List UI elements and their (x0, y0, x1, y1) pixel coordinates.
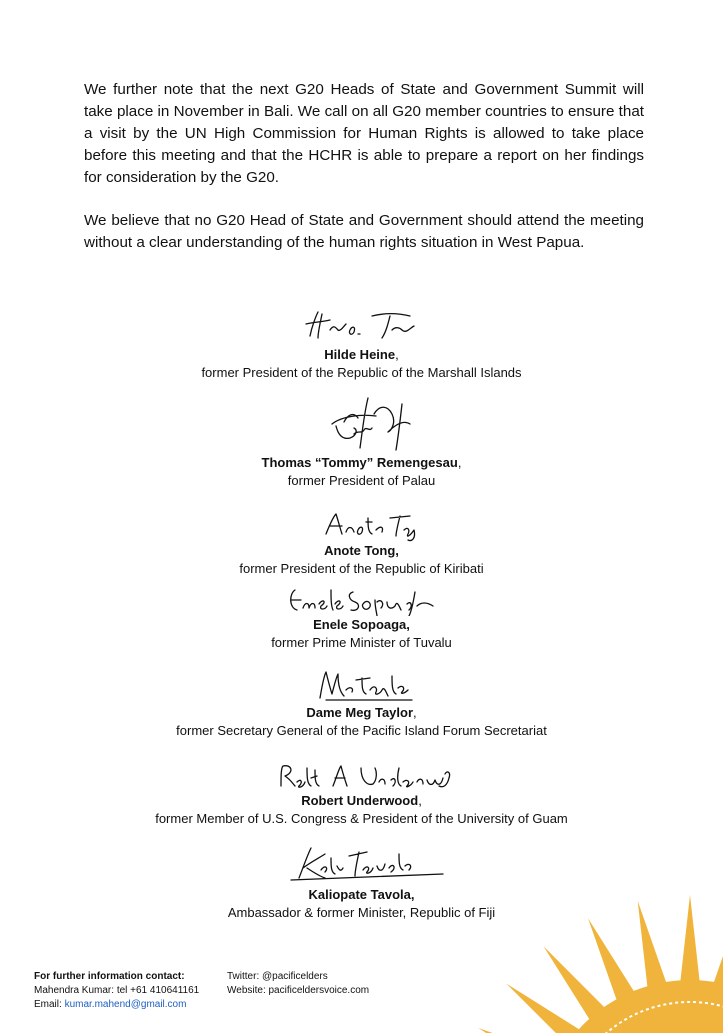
signatory-title: former President of Palau (287, 473, 436, 488)
signature-enele-sopoaga (277, 584, 447, 616)
sun-ray (478, 1028, 564, 1033)
signatory-name-text: Robert Underwood (301, 793, 419, 808)
signatory-name-suffix: , (418, 793, 422, 808)
signatory-name-text: Anote Tong, (324, 543, 399, 558)
signature-robert-underwood (267, 760, 457, 792)
signatory-name (0, 886, 723, 904)
footer-contact (34, 970, 199, 1012)
email-link[interactable]: kumar.mahend@gmail.com (64, 999, 187, 1010)
contact-email-row (34, 998, 199, 1012)
signatory-title: former President of the Republic of Kiribati (239, 561, 484, 576)
signatory-enele-sopoaga (0, 584, 723, 652)
signatory-name-text: Dame Meg Taylor (306, 705, 414, 720)
signatory-title: former Member of U.S. Congress & President of the University of Guam (155, 811, 568, 826)
signature-anote-tong (292, 508, 432, 542)
signatory-name-suffix: , (413, 705, 417, 720)
contact-phone: Mahendra Kumar: tel +61 410641161 (34, 985, 200, 996)
signature-meg-taylor (292, 666, 432, 704)
email-label: Email: (34, 999, 62, 1010)
signatory-name-suffix: , (457, 455, 462, 470)
signature-kaliopate-tavola (267, 840, 457, 886)
signatory-title: Ambassador & former Minister, Republic of Fiji (227, 905, 496, 920)
signature-tommy-remengesau (292, 394, 432, 454)
contact-heading: For further information contact: (34, 971, 185, 982)
signatory-name (0, 542, 723, 560)
body-paragraph-2: We believe that no G20 Head of State and Government should attend the meeting without a clear understanding of the human rights situation in West Papua. (84, 212, 644, 251)
signatory-name-text: Kaliopate Tavola, (308, 887, 415, 902)
signatory-name (0, 616, 723, 634)
signatory-name (0, 454, 723, 472)
signatory-anote-tong (0, 508, 723, 578)
signatory-name-suffix: , (395, 347, 399, 362)
signatory-title: former President of the Republic of the Marshall Islands (201, 365, 522, 380)
signatory-name (0, 704, 723, 722)
sun-ray (544, 946, 608, 1023)
signatory-kaliopate-tavola (0, 840, 723, 922)
signatory-name-text: Thomas “Tommy” Remengesau (261, 455, 458, 470)
signatory-name (0, 792, 723, 810)
signatory-title: former Secretary General of the Pacific Island Forum Secretariat (176, 723, 547, 738)
sun-ray (588, 918, 636, 1004)
signatory-title: former Prime Minister of Tuvalu (271, 635, 452, 650)
signatory-name (0, 346, 723, 364)
signatory-name-text: Hilde Heine (324, 347, 396, 362)
signatory-meg-taylor (0, 666, 723, 740)
signatory-robert-underwood (0, 760, 723, 828)
body-paragraph-1: We further note that the next G20 Heads of State and Government Summit will take place in November in Bali. We call on all G20 member countries to ensure that a visit by the UN High Commission for Human Rights is allowed to take place before this meeting and that the HCHR is able to prepare a report on her findings for consideration by the G20. (84, 81, 644, 186)
signatory-name-text: Enele Sopoaga, (313, 617, 410, 632)
twitter-handle[interactable]: Twitter: @pacificelders (227, 971, 328, 982)
website-link[interactable]: Website: pacificeldersvoice.com (227, 985, 370, 996)
footer-social (227, 970, 369, 998)
signatory-hilde-heine (0, 306, 723, 382)
signature-hilde-heine (292, 306, 432, 346)
signatory-tommy-remengesau (0, 394, 723, 490)
